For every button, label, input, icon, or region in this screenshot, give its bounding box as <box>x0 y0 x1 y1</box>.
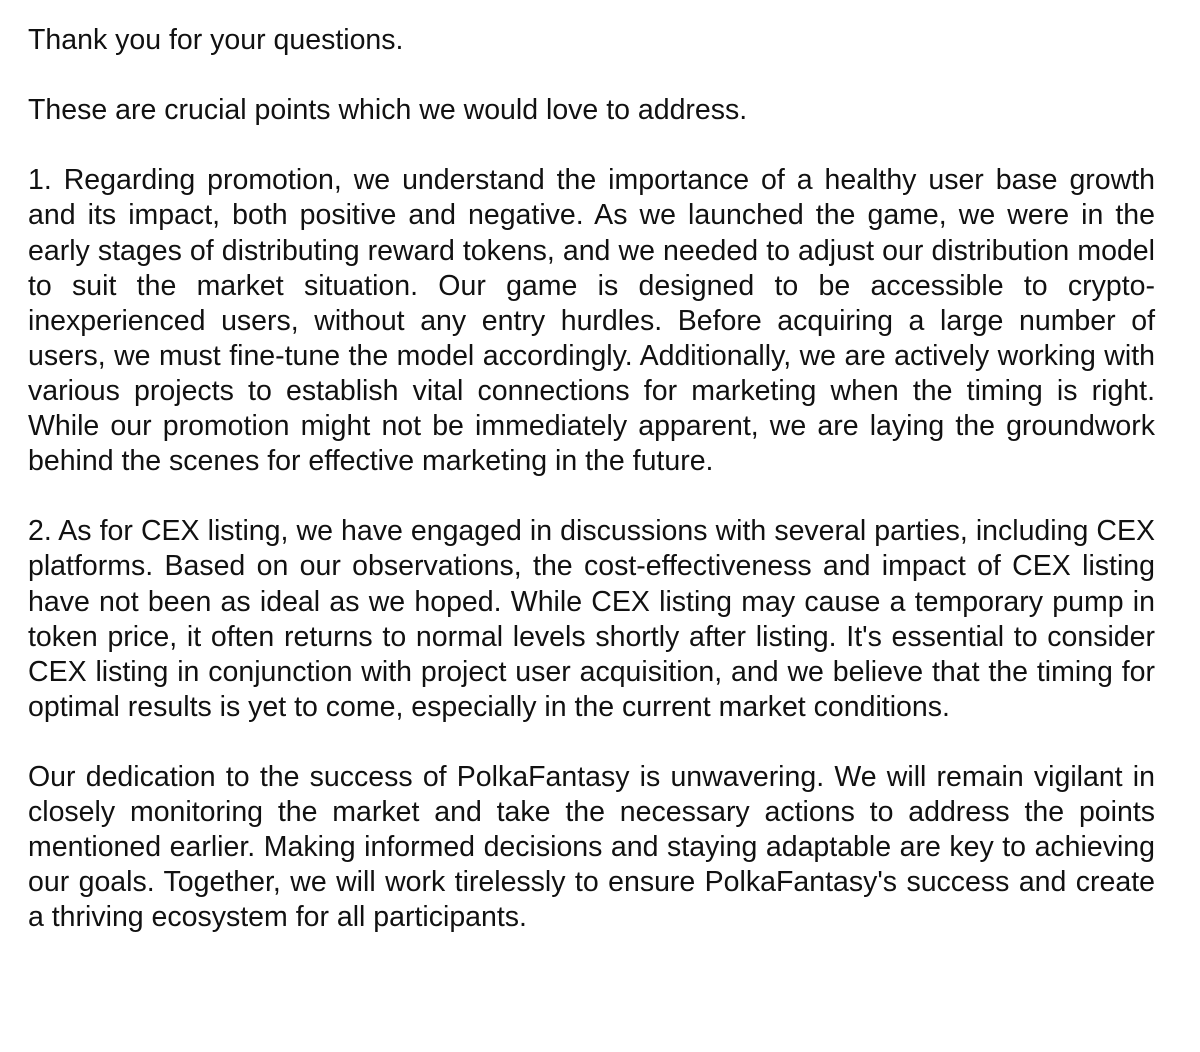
intro-paragraph: These are crucial points which we would love to address. <box>28 94 748 127</box>
point-2-paragraph: 2. As for CEX listing, we have engaged in discussions with several parties, including CEX platforms. Based on our observations, the cost-effectiveness and impact of CEX listing have not been as ideal as we hoped. While CEX listing may cause a temporary pump in token price, it often returns to normal levels shortly after listing. It's essential to consider CEX listing in conjunction with project user acquisition, and we believe that the timing for optimal results is yet to come, especially in the current market conditions. <box>28 515 1155 723</box>
document-body <box>28 23 1155 971</box>
point-1-paragraph: 1. Regarding promotion, we understand the importance of a healthy user base growth and its impact, both positive and negative. As we launched the game, we were in the early stages of distributing reward tokens, and we needed to adjust our distribution model to suit the market situation. Our game is designed to be accessible to crypto-inexperienced users, without any entry hurdles. Before acquiring a large number of users, we must fine-tune the model accordingly. Additionally, we are actively working with various projects to establish vital connections for marketing when the timing is right. While our promotion might not be immediately apparent, we are laying the groundwork behind the scenes for effective marketing in the future. <box>28 164 1155 478</box>
greeting-paragraph: Thank you for your questions. <box>28 24 404 56</box>
closing-paragraph: Our dedication to the success of PolkaFantasy is unwavering. We will remain vigilant in closely monitoring the market and take the necessary actions to address the points mentioned earlier. Making informed decisions and staying adaptable are key to achieving our goals. Together, we will work tirelessly to ensure PolkaFantasy's success and create a thriving ecosystem for all participants. <box>28 760 1155 934</box>
